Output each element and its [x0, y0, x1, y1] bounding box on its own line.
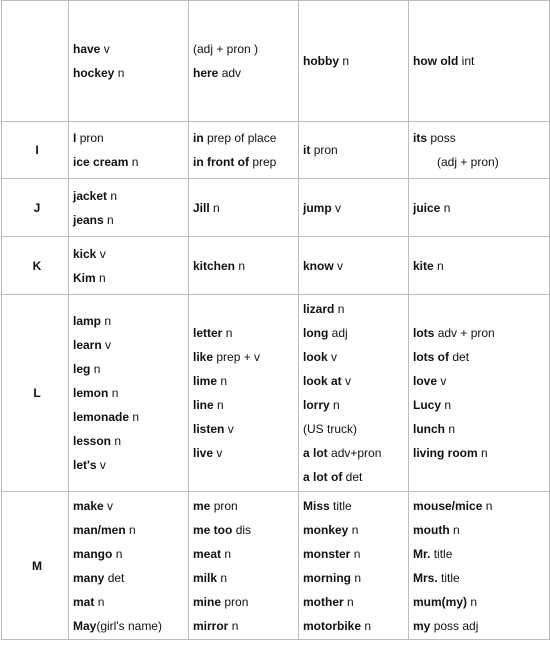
- vocab-entry: lemonade n: [73, 410, 140, 424]
- vocab-entry: monkey n: [303, 522, 359, 537]
- vocab-entry: me pron: [193, 498, 238, 513]
- vocab-entry: kite n: [413, 258, 444, 273]
- word-cell: [299, 237, 409, 295]
- vocab-entry: milk n: [193, 570, 228, 585]
- vocab-entry: learn v: [73, 338, 112, 352]
- table-row-m: [2, 492, 550, 640]
- vocab-entry: morning n: [303, 570, 362, 585]
- vocab-entry: mirror n: [193, 618, 239, 633]
- letter-cell: K: [2, 237, 69, 295]
- vocab-entry: lizard n: [303, 302, 345, 316]
- word-cell: [299, 179, 409, 237]
- vocab-entry: live v: [193, 446, 223, 460]
- vocab-entry: a lot adv+pron: [303, 446, 382, 460]
- vocab-note: (adj + pron ): [193, 42, 259, 56]
- vocab-entry: how old int: [413, 54, 475, 68]
- word-cell: [299, 295, 409, 492]
- letter-cell: [2, 1, 69, 122]
- vocab-entry: lamp n: [73, 314, 112, 328]
- vocab-entry: kitchen n: [193, 258, 246, 273]
- word-cell: [409, 295, 550, 492]
- vocab-entry: man/men n: [73, 522, 136, 537]
- vocab-entry: lesson n: [73, 434, 122, 448]
- word-cell: [189, 492, 299, 640]
- word-cell: [69, 122, 189, 179]
- word-cell: [69, 295, 189, 492]
- letter-cell: M: [2, 492, 69, 640]
- vocab-entry: kick v: [73, 246, 106, 261]
- word-cell: [189, 179, 299, 237]
- word-cell: [409, 179, 550, 237]
- word-cell: [189, 237, 299, 295]
- vocab-note: (adj + pron): [437, 155, 499, 169]
- vocab-entry: love v: [413, 374, 447, 388]
- table-row-h: [2, 1, 550, 122]
- vocab-entry: let's v: [73, 458, 106, 472]
- word-cell: [409, 492, 550, 640]
- vocab-entry: many det: [73, 570, 125, 585]
- vocab-entry: mango n: [73, 546, 123, 561]
- table-row-i: [2, 122, 550, 179]
- letter-cell: I: [2, 122, 69, 179]
- vocab-entry: Jill n: [193, 200, 220, 215]
- vocab-entry: meat n: [193, 546, 232, 561]
- vocab-entry: hobby n: [303, 54, 350, 68]
- letter-cell: J: [2, 179, 69, 237]
- word-cell: [409, 237, 550, 295]
- vocab-entry: Mr. title: [413, 546, 453, 561]
- vocab-entry: hockey n: [73, 66, 125, 80]
- vocab-entry: line n: [193, 398, 224, 412]
- vocab-entry: listen v: [193, 422, 234, 436]
- vocab-entry: its poss: [413, 131, 456, 145]
- vocab-entry: monster n: [303, 546, 361, 561]
- vocab-entry: a lot of det: [303, 470, 363, 484]
- vocab-entry: make v: [73, 498, 114, 513]
- table-row-j: [2, 179, 550, 237]
- vocab-entry: Mrs. title: [413, 570, 460, 585]
- table-row-l: [2, 295, 550, 492]
- vocab-entry: lunch n: [413, 422, 456, 436]
- vocab-entry: mum(my) n: [413, 594, 478, 609]
- word-cell: [189, 295, 299, 492]
- vocab-entry: lorry n: [303, 398, 340, 412]
- vocab-entry: jump v: [303, 200, 342, 215]
- vocab-entry: jeans n: [73, 212, 114, 227]
- vocab-entry: mine pron: [193, 594, 249, 609]
- vocab-entry: lots of det: [413, 350, 470, 364]
- vocab-entry: my poss adj: [413, 618, 479, 633]
- word-cell: [69, 492, 189, 640]
- word-cell: [409, 122, 550, 179]
- vocab-entry: me too dis: [193, 522, 252, 537]
- vocab-entry: it pron: [303, 143, 338, 157]
- vocab-entry: in prep of place: [193, 131, 277, 145]
- word-cell: [299, 122, 409, 179]
- vocab-entry: like prep + v: [193, 350, 261, 364]
- vocab-entry: juice n: [413, 200, 451, 215]
- vocab-entry: lime n: [193, 374, 228, 388]
- vocab-entry: mouse/mice n: [413, 498, 493, 513]
- word-cell: [299, 1, 409, 122]
- vocab-entry: mouth n: [413, 522, 460, 537]
- vocab-entry: lots adv + pron: [413, 326, 495, 340]
- vocab-entry: jacket n: [73, 188, 118, 203]
- vocab-entry: motorbike n: [303, 618, 372, 633]
- word-cell: [69, 237, 189, 295]
- vocab-entry: I pron: [73, 131, 104, 145]
- vocab-entry: mother n: [303, 594, 354, 609]
- vocab-entry: Lucy n: [413, 398, 452, 412]
- vocab-entry: May(girl's name): [73, 618, 162, 633]
- vocab-entry: mat n: [73, 594, 105, 609]
- vocabulary-table: [1, 0, 550, 640]
- word-cell: [69, 1, 189, 122]
- vocab-entry: look at v: [303, 374, 352, 388]
- word-cell: [409, 1, 550, 122]
- letter-cell: L: [2, 295, 69, 492]
- vocab-entry: look v: [303, 350, 338, 364]
- vocab-entry: Kim n: [73, 270, 106, 285]
- vocab-entry: have v: [73, 42, 110, 56]
- vocab-entry: Miss title: [303, 498, 352, 513]
- vocab-entry: ice cream n: [73, 155, 139, 169]
- word-cell: [299, 492, 409, 640]
- word-cell: [69, 179, 189, 237]
- word-cell: [189, 1, 299, 122]
- vocab-entry: long adj: [303, 326, 348, 340]
- vocab-entry: letter n: [193, 326, 233, 340]
- word-cell: [189, 122, 299, 179]
- vocab-entry: lemon n: [73, 386, 119, 400]
- table-row-k: [2, 237, 550, 295]
- vocab-entry: living room n: [413, 446, 488, 460]
- vocab-entry: leg n: [73, 362, 101, 376]
- vocab-entry: in front of prep: [193, 155, 277, 169]
- vocab-entry: here adv: [193, 66, 242, 80]
- vocab-note: (US truck): [303, 422, 357, 436]
- vocab-entry: know v: [303, 258, 344, 273]
